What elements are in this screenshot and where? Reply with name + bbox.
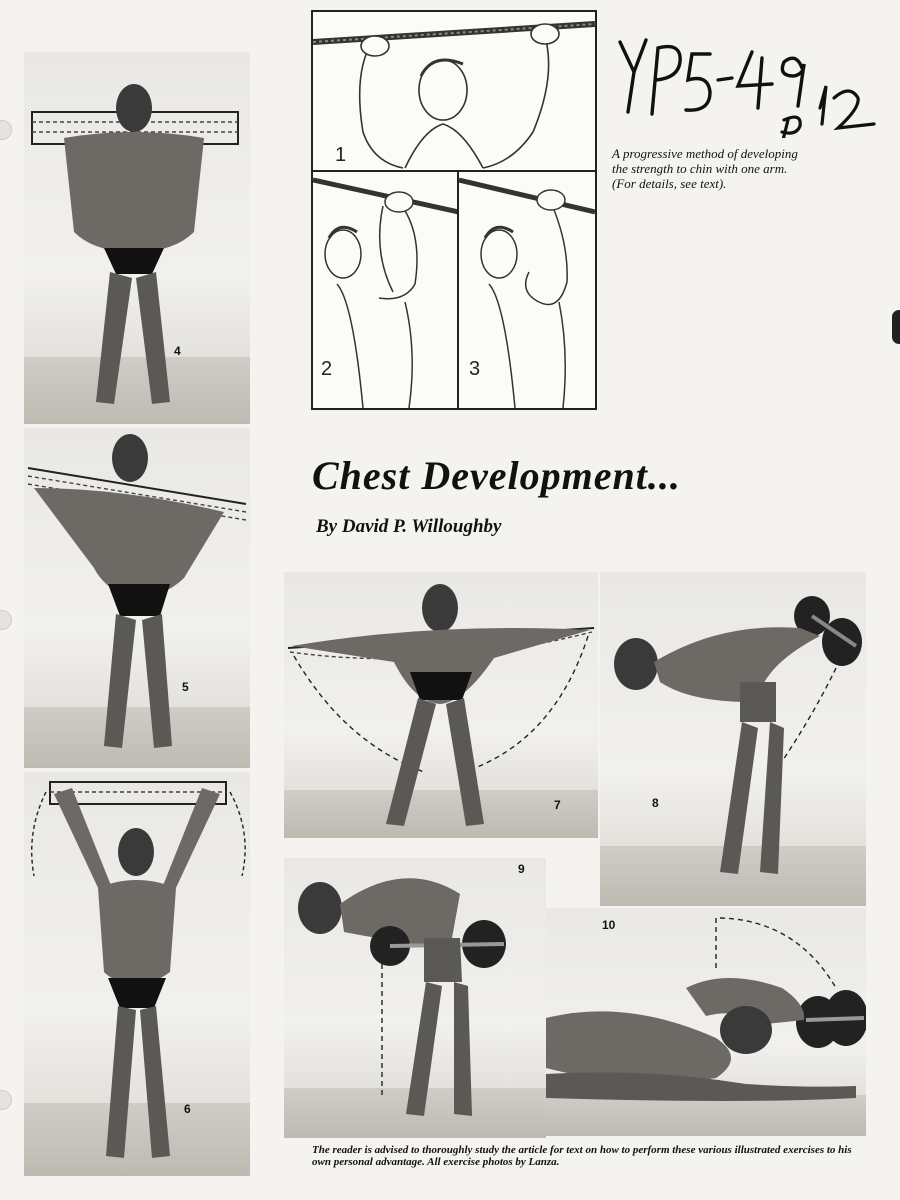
exercise-photo-7 [284,572,598,838]
exercise-photo-5 [24,428,250,768]
panel-number: 2 [321,358,333,380]
article-byline: By David P. Willoughby [316,516,502,537]
exercise-photo-6 [24,772,250,1176]
exercise-photo-8 [600,572,866,906]
panel-number: 1 [335,144,347,166]
illustration-panel-1 [311,10,597,174]
illustration-panel-2 [311,170,461,410]
illustration-panel-3 [457,170,597,410]
binder-hole [0,610,12,630]
exercise-photo-9 [284,858,546,1138]
exercise-photo-10 [546,908,866,1136]
panel-number: 3 [469,358,481,380]
figure-number: 9 [518,862,525,876]
figure-number: 8 [652,796,659,810]
handwritten-note [612,28,882,138]
binder-hole [0,1090,12,1110]
figure-number: 4 [174,344,181,358]
figure-number: 5 [182,680,189,694]
exercise-photo-4 [24,52,250,424]
illustration-caption: A progressive method of developing the strength to chin with one arm. (For details, see text). [612,146,798,191]
article-title: Chest Development... [312,453,681,498]
figure-number: 10 [602,918,616,932]
figure-number: 7 [554,798,561,812]
page-edge-mark [892,310,900,344]
binder-hole [0,120,12,140]
photo-credit-note: The reader is advised to thoroughly study the article for text on how to perform these various illustrated exercises to his own personal advantage. All exercise photos by Lanza. [312,1144,852,1168]
figure-number: 6 [184,1102,191,1116]
